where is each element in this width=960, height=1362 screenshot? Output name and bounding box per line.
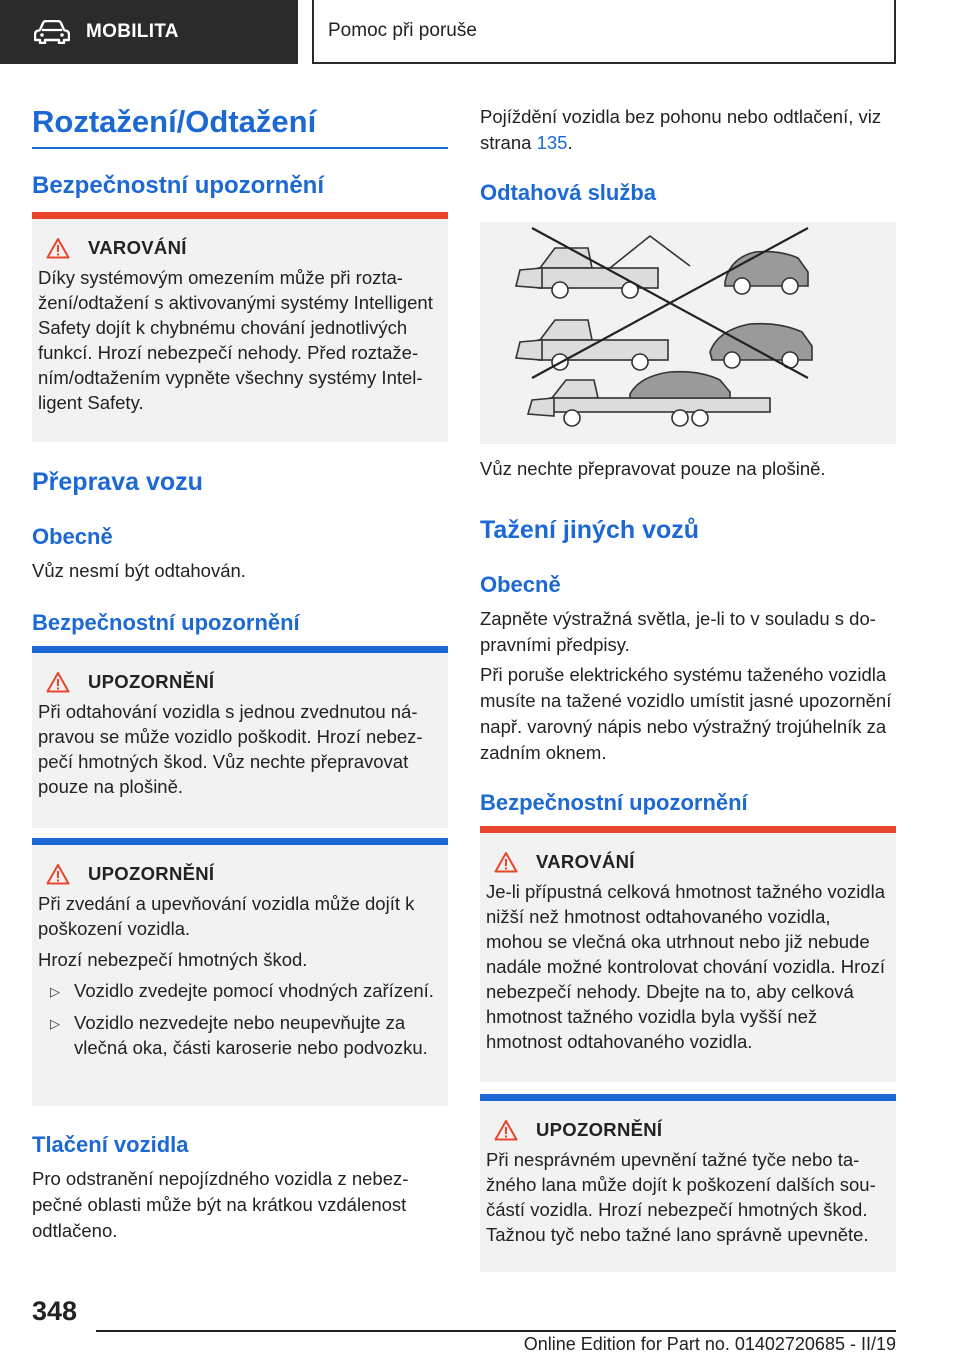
notice-box-3 bbox=[480, 1094, 896, 1272]
transport-heading: Přeprava vozu bbox=[32, 468, 203, 496]
page-link[interactable]: 135 bbox=[536, 132, 568, 153]
car-icon bbox=[34, 20, 70, 44]
warning-triangle-icon bbox=[494, 851, 518, 873]
warning-bar bbox=[32, 212, 448, 219]
notice-text: Hrozí nebezpečí hmotných škod. bbox=[38, 949, 308, 970]
general-text: Vůz nesmí být odtahován. bbox=[32, 560, 246, 581]
general-text-2: Zapněte výstražná světla, je-li to v souladu s dopravními předpisy. bbox=[480, 608, 876, 655]
push-text: Pro odstranění nepojízdného vozidla z nebezpečné oblasti může být na krátkou vzdálenost odtlačeno. bbox=[32, 1168, 409, 1241]
notice-text: Při nesprávném upevnění tažné tyče nebo tažného lana může dojít k poškození dalších součástí vozidla. Hrozí nebezpečí hmotných škod. Tažnou tyč nebo tažné lano správně upevněte. bbox=[486, 1149, 876, 1245]
warning-bar bbox=[480, 826, 896, 833]
warning-triangle-icon bbox=[46, 671, 70, 693]
footer-rule bbox=[96, 1330, 896, 1332]
warning-triangle-icon bbox=[46, 863, 70, 885]
section-tab bbox=[0, 0, 298, 64]
warning-triangle-icon bbox=[494, 1119, 518, 1141]
tow-trucks-image bbox=[480, 222, 896, 444]
warning-title: VAROVÁNÍ bbox=[486, 851, 888, 873]
bullet-triangle-icon: ▷ bbox=[50, 1016, 60, 1031]
title-rule bbox=[32, 147, 448, 149]
notice-box bbox=[32, 646, 448, 828]
notice-text: Při odtahování vozidla s jednou zvednutou nápravou se může vozidlo poškodit. Hrozí nebezpečí hmotných škod. Vůz nechte přepravovat pouze na plošině. bbox=[38, 701, 423, 797]
safety-heading-2: Bezpečnostní upozornění bbox=[32, 610, 300, 635]
list-item: ▷ Vozidlo zvedejte pomocí vhodných zařízení. bbox=[38, 978, 440, 1004]
intro-text: Pojíždění vozidla bez pohonu nebo odtlačení, viz strana 135. bbox=[480, 106, 882, 153]
safety-heading-3: Bezpečnostní upozornění bbox=[480, 790, 748, 815]
service-caption: Vůz nechte přepravovat pouze na plošině. bbox=[480, 458, 826, 479]
page-number: 348 bbox=[32, 1296, 78, 1326]
general-text-3: Při poruše elektrického systému taženého vozidla musíte na tažené vozidlo umístit jasné upozornění např. varovný nápis nebo výstražný trojúhelník za zadním oknem. bbox=[480, 664, 892, 763]
warning-triangle-icon bbox=[46, 237, 70, 259]
warning-title: VAROVÁNÍ bbox=[38, 237, 440, 259]
bullet-triangle-icon: ▷ bbox=[50, 984, 60, 999]
notice-title: UPOZORNĚNÍ bbox=[38, 863, 440, 885]
notice-bar bbox=[480, 1094, 896, 1101]
warning-text: Díky systémovým omezením může při roztažení/odtažení s aktivovanými systémy Intelligent Safety dojít k chybnému chování jednotlivých funkcí. Hrozí nebezpečí nehody. Před roztažením/odtažením vypněte všechny systémy Intelligent Safety. bbox=[38, 267, 433, 413]
notice-bar bbox=[32, 646, 448, 653]
chapter-title: Pomoc při poruše bbox=[312, 0, 896, 64]
section-label: MOBILITA bbox=[86, 21, 179, 42]
service-heading: Odtahová služba bbox=[480, 180, 657, 205]
notice-title: UPOZORNĚNÍ bbox=[38, 671, 440, 693]
warning-text: Je-li přípustná celková hmotnost tažného vozidla nižší než hmotnost odtahovaného vozidla, mohou se vlečná oka utrhnout nebo již nebude nadále možné kontrolovat chování vozidla. Hrozí nebezpečí nehody. Dbejte na to, aby celková hmotnost tažného vozidla byla vyšší než hmotnost odtahovaného vozidla. bbox=[486, 881, 885, 1052]
notice-bar bbox=[32, 838, 448, 845]
general-heading: Obecně bbox=[32, 524, 113, 549]
notice-title: UPOZORNĚNÍ bbox=[486, 1119, 888, 1141]
warning-box bbox=[32, 212, 448, 442]
safety-heading: Bezpečnostní upozornění bbox=[32, 172, 325, 199]
list-item: ▷ Vozidlo nezvedejte nebo neupevňujte za vlečná oka, části karoserie nebo podvozku. bbox=[38, 1010, 440, 1060]
warning-box-2 bbox=[480, 826, 896, 1082]
towing-illustration bbox=[480, 222, 896, 444]
notice-text: Při zvedání a upevňování vozidla může dojít k poškození vozidla. bbox=[38, 893, 415, 939]
tow-other-heading: Tažení jiných vozů bbox=[480, 516, 700, 544]
general-heading-2: Obecně bbox=[480, 572, 561, 597]
push-heading: Tlačení vozidla bbox=[32, 1132, 189, 1157]
edition-note: Online Edition for Part no. 01402720685 - II/19 bbox=[523, 1334, 896, 1354]
page-title: Roztažení/Odtažení bbox=[32, 104, 317, 139]
notice-box-2 bbox=[32, 838, 448, 1106]
